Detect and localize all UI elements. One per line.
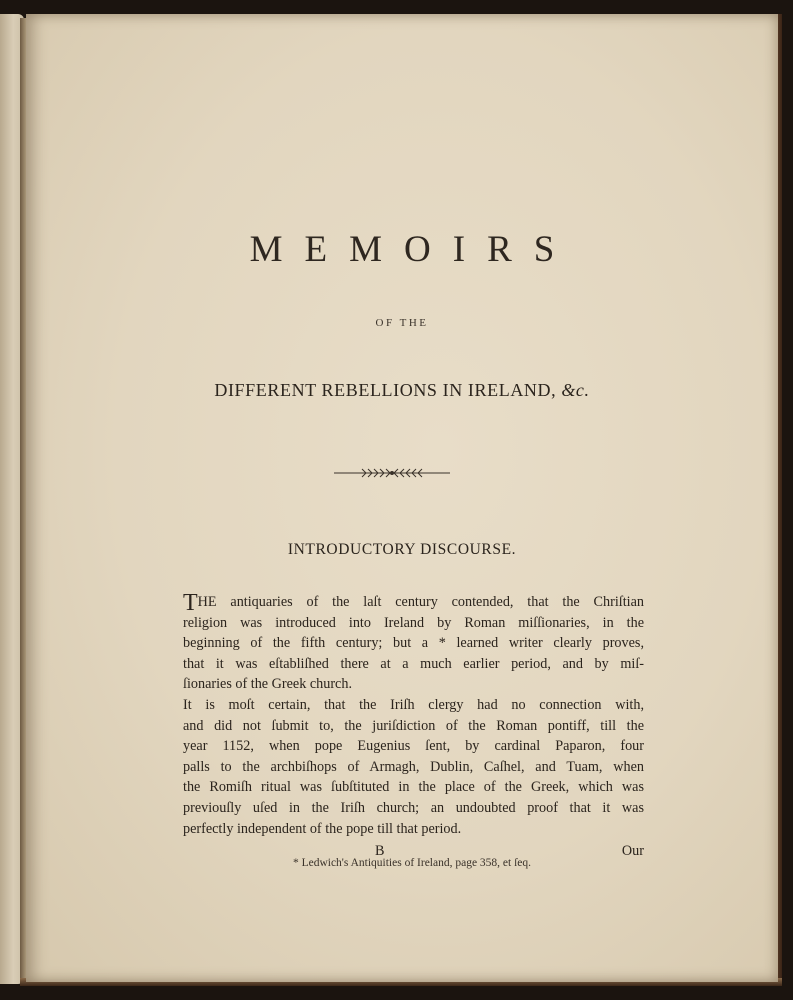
footnote: * Ledwich's Antiquities of Ireland, page 358, et ſeq.	[292, 857, 532, 869]
body-text	[183, 589, 644, 862]
page-subtitle	[26, 380, 778, 401]
text-line: that it was eſtabliſhed there at a much earlier period, and by miſ-	[183, 655, 644, 672]
subtitle-etc: &c.	[561, 380, 590, 400]
drop-cap: T	[183, 589, 198, 616]
text-line: perfectly independent of the pope till that period.	[183, 820, 462, 837]
book-page	[26, 14, 778, 982]
section-heading: INTRODUCTORY DISCOURSE.	[287, 541, 517, 558]
ornament-rule-icon	[332, 466, 452, 480]
text-line: It is moſt certain, that the Iriſh clergy had no connection with,	[183, 696, 644, 713]
text-line: religion was introduced into Ireland by Roman miſſionaries, in the	[183, 614, 644, 631]
text-line: and did not ſubmit to, the juriſdiction of the Roman pontiff, till the	[183, 717, 644, 734]
text-line	[183, 589, 644, 616]
text-line: previouſly uſed in the Iriſh church; an undoubted proof that it was	[183, 799, 644, 816]
page-title: MEMOIRS	[249, 229, 577, 270]
text-line: year 1152, when pope Eugenius ſent, by cardinal Paparon, four	[183, 738, 644, 755]
text-line: the Romiſh ritual was ſubſtituted in the place of the Greek, which was	[183, 779, 644, 796]
signature-mark: B	[375, 843, 385, 860]
catchword: Our	[621, 843, 644, 860]
text-line-rest: HE antiquaries of the laſt century contended, that the Chriſtian	[197, 594, 644, 610]
subtitle-text: DIFFERENT REBELLIONS IN IRELAND,	[214, 380, 557, 400]
title-connector: OF THE	[375, 317, 429, 329]
text-line: beginning of the fifth century; but a * learned writer clearly proves,	[183, 635, 644, 652]
text-line: ſionaries of the Greek church.	[183, 676, 352, 693]
text-line: palls to the archbiſhops of Armagh, Dublin, Caſhel, and Tuam, when	[183, 758, 644, 775]
